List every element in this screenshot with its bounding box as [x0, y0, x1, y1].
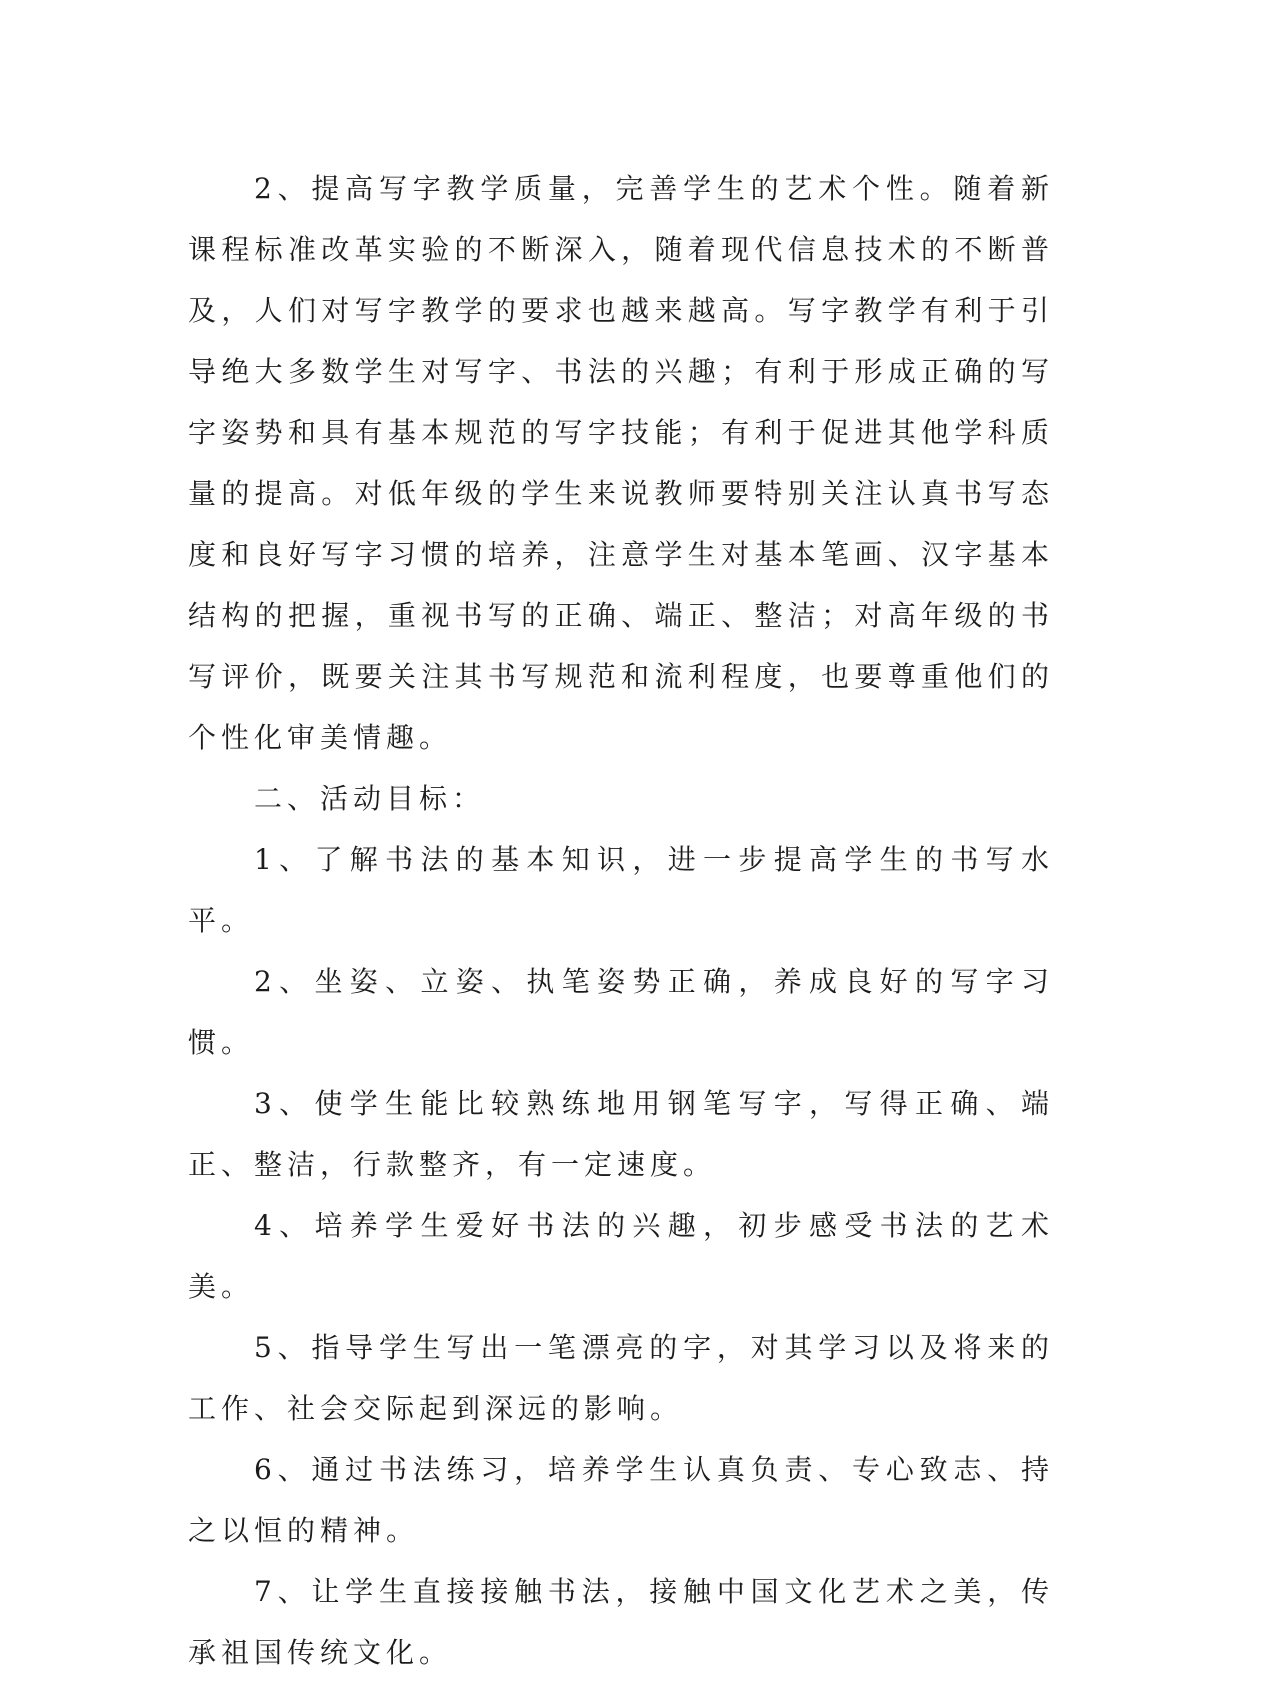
paragraph-writing-quality: 2、提高写字教学质量，完善学生的艺术个性。随着新课程标准改革实验的不断深入，随着现代信息技术的不断普及，人们对写字教学的要求也越来越高。写字教学有利于引导绝大多数学生对写字、书法的兴趣；有利于形成正确的写字姿势和具有基本规范的写字技能；有利于促进其他学科质量的提高。对低年级的学生来说教师要特别关注认真书写态度和良好写字习惯的培养，注意学生对基本笔画、汉字基本结构的把握，重视书写的正确、端正、整洁；对高年级的书写评价，既要关注其书写规范和流利程度，也要尊重他们的个性化审美情趣。 — [188, 172, 1054, 754]
goal-item-6: 6、通过书法练习，培养学生认真负责、专心致志、持之以恒的精神。 — [188, 1453, 1054, 1547]
section-heading-activity-goals: 二、活动目标： — [254, 782, 486, 815]
document-body — [188, 158, 1054, 1683]
goal-item-7: 7、让学生直接接触书法，接触中国文化艺术之美，传承祖国传统文化。 — [188, 1575, 1054, 1669]
goal-item-4: 4、培养学生爱好书法的兴趣，初步感受书法的艺术美。 — [188, 1209, 1054, 1303]
goal-item-2: 2、坐姿、立姿、执笔姿势正确，养成良好的写字习惯。 — [188, 965, 1054, 1059]
goal-item-1: 1、了解书法的基本知识，进一步提高学生的书写水平。 — [188, 843, 1054, 937]
goal-item-5: 5、指导学生写出一笔漂亮的字，对其学习以及将来的工作、社会交际起到深远的影响。 — [188, 1331, 1054, 1425]
goal-item-3: 3、使学生能比较熟练地用钢笔写字，写得正确、端正、整洁，行款整齐，有一定速度。 — [188, 1087, 1054, 1181]
